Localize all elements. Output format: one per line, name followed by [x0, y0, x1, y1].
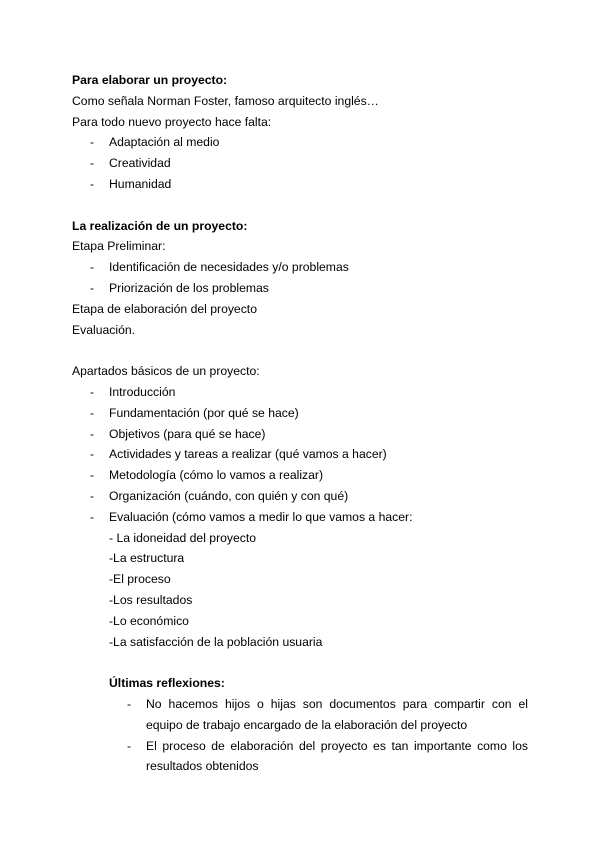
reflexiones-block	[72, 673, 528, 777]
sub-list-item: -El proceso	[109, 572, 171, 587]
list-item: - Introducción	[90, 384, 176, 399]
document-page	[72, 70, 528, 777]
spacer	[72, 340, 528, 361]
sub-list-item: -La estructura	[109, 551, 185, 566]
sub-list-item: -La satisfacción de la población usuaria	[109, 634, 323, 649]
sub-list-item: -Lo económico	[109, 613, 189, 628]
list-item: - Actividades y tareas a realizar (qué vamos a hacer)	[90, 447, 387, 462]
list-item: - Evaluación (cómo vamos a medir lo que vamos a hacer:	[90, 509, 413, 524]
text-line: Como señala Norman Foster, famoso arquitecto inglés…	[72, 93, 379, 108]
text-line: Etapa de elaboración del proyecto	[72, 301, 257, 316]
list-item: - Identificación de necesidades y/o problemas	[90, 260, 349, 275]
list-item: - No hacemos hijos o hijas son documentos para compartir con el equipo de trabajo encargado de la elaboración del proyecto	[127, 696, 528, 732]
list-item: - Adaptación al medio	[90, 135, 220, 150]
list-item: - Objetivos (para qué se hace)	[90, 426, 266, 441]
sub-list-item: -Los resultados	[109, 592, 193, 607]
sub-list-item: - La idoneidad del proyecto	[109, 530, 257, 545]
list-item: - Organización (cuándo, con quién y con qué)	[90, 488, 349, 503]
section-heading-apartados: Apartados básicos de un proyecto:	[72, 364, 260, 379]
spacer	[72, 195, 528, 216]
section-heading-reflexiones: Últimas reflexiones:	[109, 676, 225, 691]
list-item: - Fundamentación (por qué se hace)	[90, 405, 299, 420]
text-line: Evaluación.	[72, 322, 136, 337]
spacer	[72, 652, 528, 673]
list-item: - Metodología (cómo lo vamos a realizar)	[90, 468, 324, 483]
section-heading-realizacion: La realización de un proyecto:	[72, 218, 248, 233]
text-line: Para todo nuevo proyecto hace falta:	[72, 114, 272, 129]
list-item: - El proceso de elaboración del proyecto es tan importante como los resultados obtenidos	[127, 738, 528, 774]
list-item: - Priorización de los problemas	[90, 280, 269, 295]
list-item: - Humanidad	[90, 176, 172, 191]
list-item: - Creatividad	[90, 156, 171, 171]
section-heading-elaborar: Para elaborar un proyecto:	[72, 73, 228, 87]
text-line: Etapa Preliminar:	[72, 239, 166, 254]
